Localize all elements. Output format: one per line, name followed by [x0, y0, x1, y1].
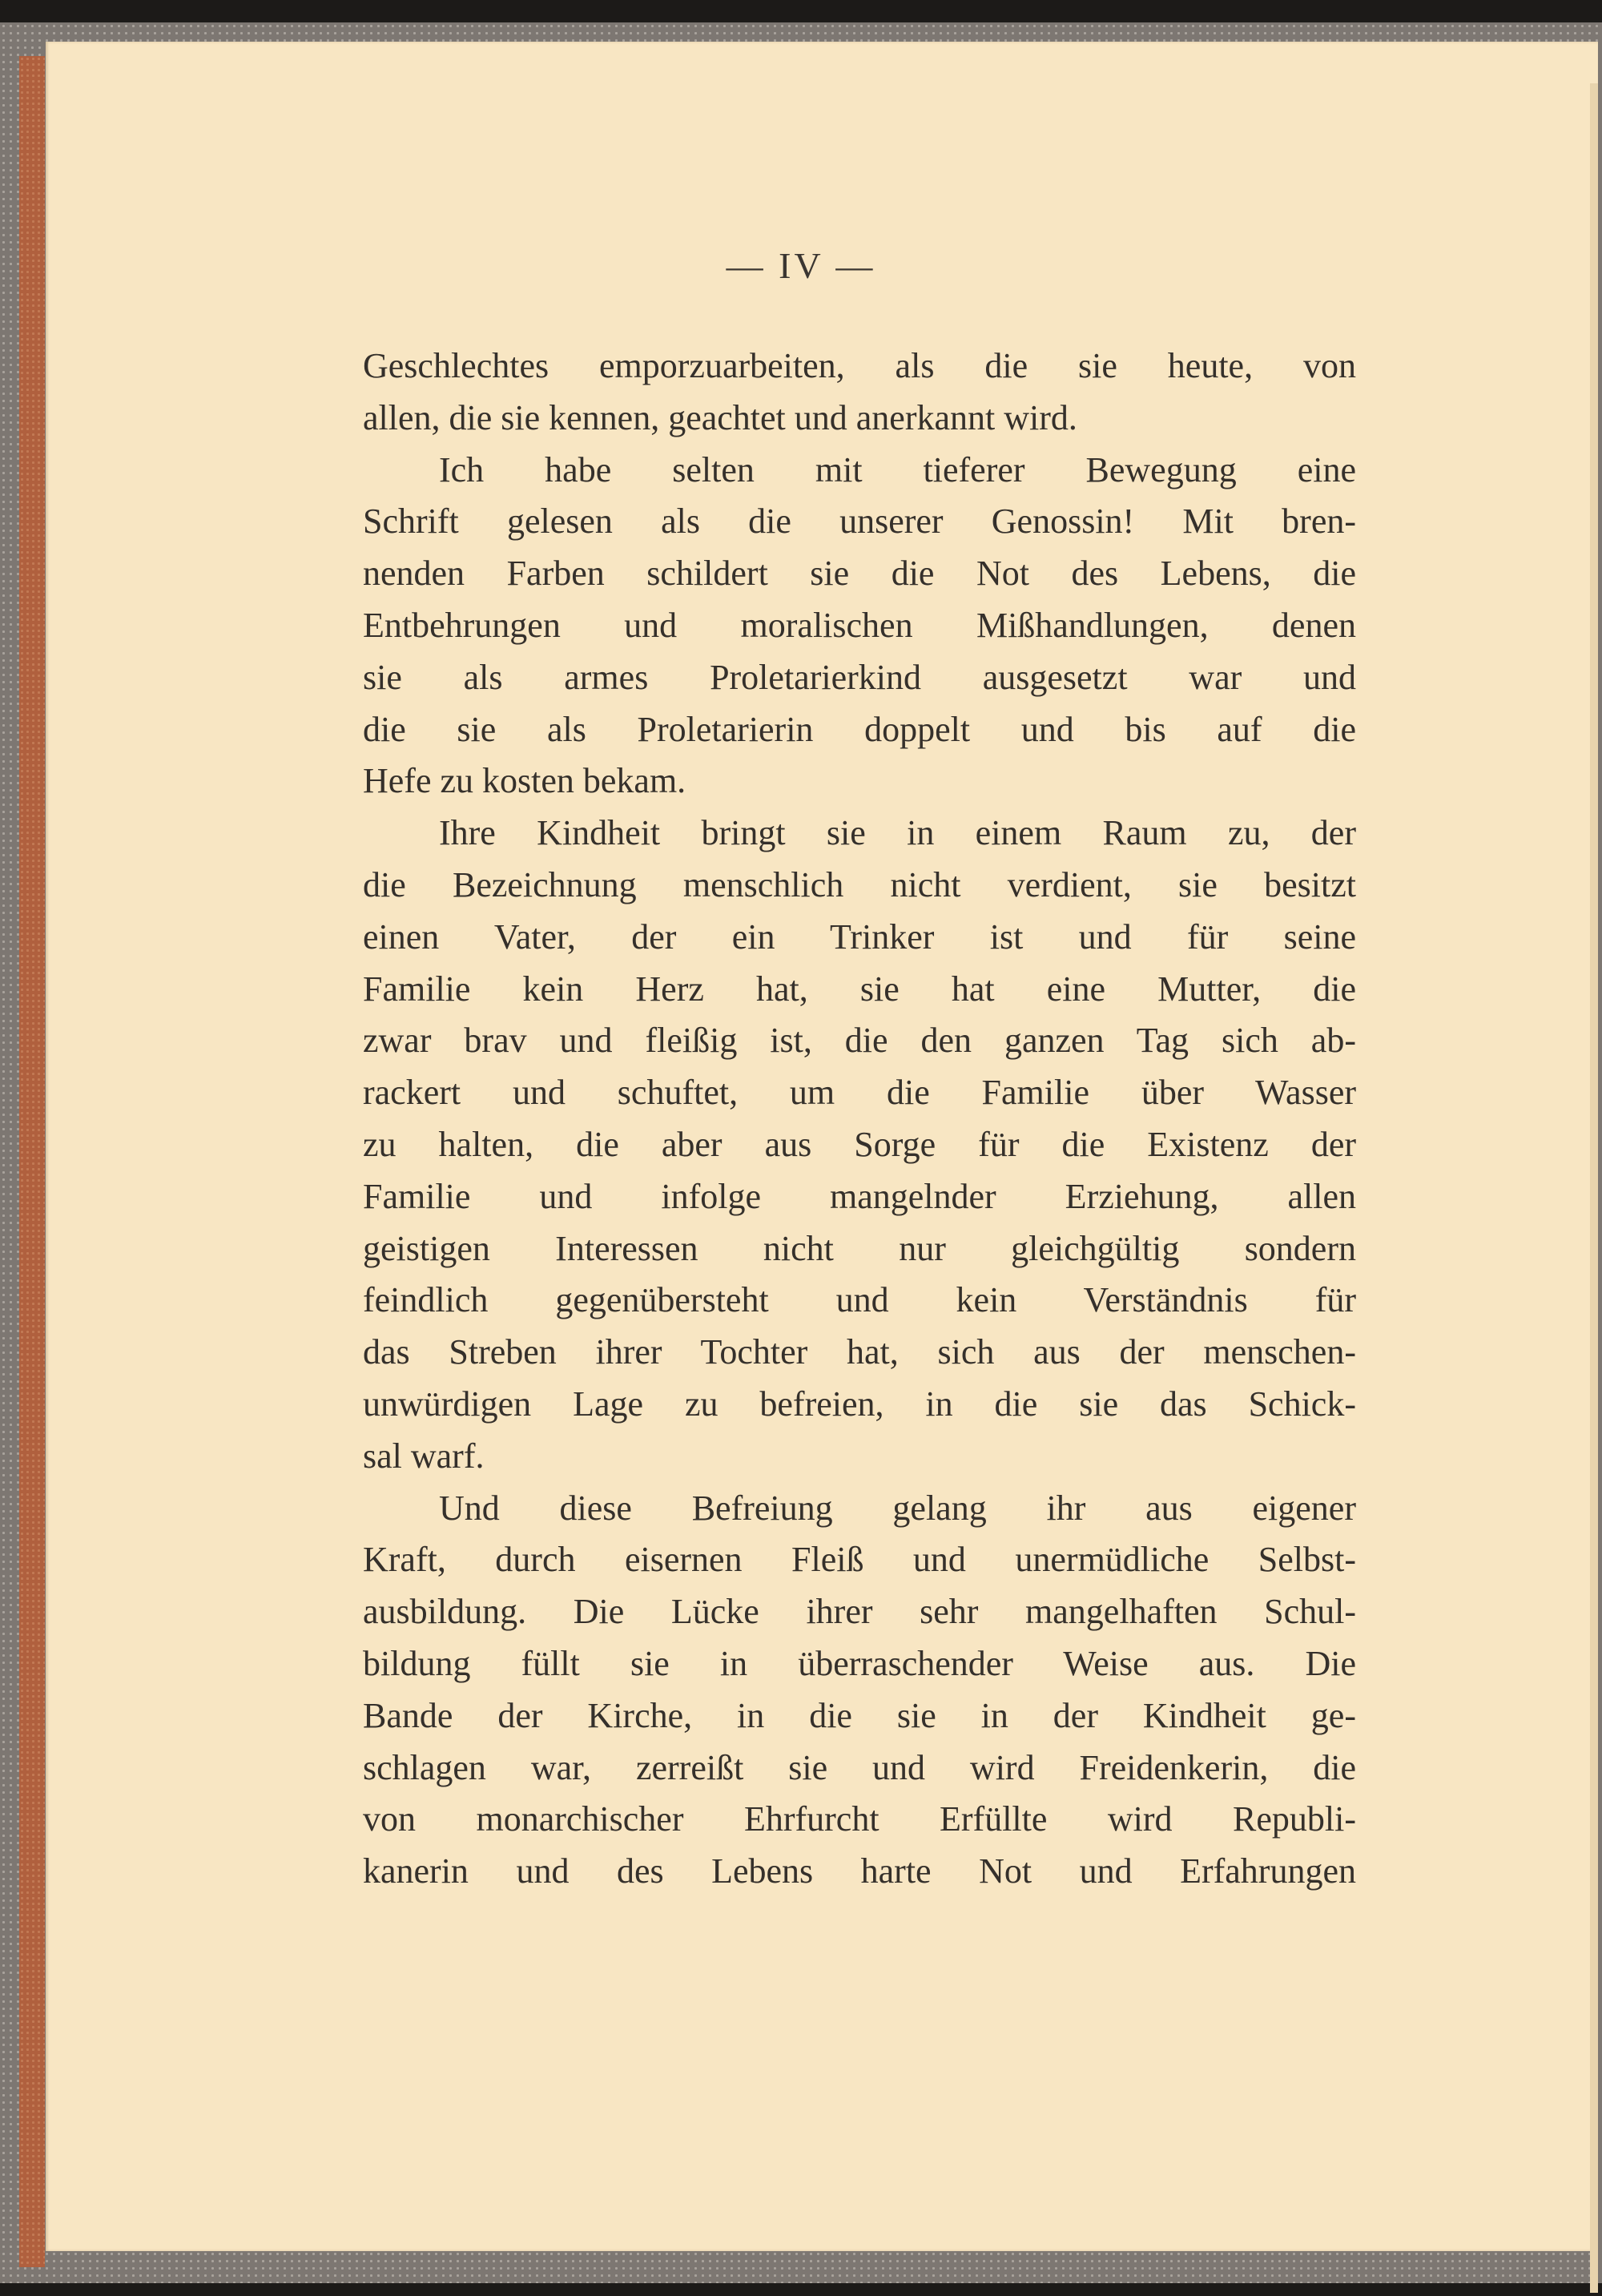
text-line: Schrift gelesen als die unserer Genossin! Mit bren- — [363, 501, 1356, 542]
text-line: sal warf. — [363, 1436, 485, 1476]
text-line: schlagen war, zerreißt sie und wird Freidenkerin, die — [363, 1747, 1356, 1787]
text-line: Entbehrungen und moralischen Mißhandlungen, denen — [363, 605, 1356, 645]
text-line: Geschlechtes emporzuarbeiten, als die sie heute, von — [363, 346, 1356, 385]
text-line: zu halten, die aber aus Sorge für die Existenz der — [363, 1124, 1356, 1164]
text-line: das Streben ihrer Tochter hat, sich aus der menschen- — [363, 1332, 1356, 1372]
text-line: geistigen Interessen nicht nur gleichgültig sondern — [363, 1228, 1356, 1268]
text-line: Familie und infolge mangelnder Erziehung, allen — [363, 1176, 1356, 1216]
text-line: Und diese Befreiung gelang ihr aus eigener — [439, 1488, 1356, 1528]
text-line: die sie als Proletarierin doppelt und bis auf die — [363, 709, 1356, 749]
text-line: bildung füllt sie in überraschender Weise aus. Die — [363, 1643, 1356, 1683]
text-line: rackert und schuftet, um die Familie über Wasser — [363, 1073, 1356, 1113]
text-line: nenden Farben schildert sie die Not des Lebens, die — [363, 554, 1356, 594]
text-line: sie als armes Proletarierkind ausgesetzt war und — [363, 657, 1356, 697]
text-line: Bande der Kirche, in die sie in der Kindheit ge- — [363, 1695, 1356, 1735]
text-line: unwürdigen Lage zu befreien, in die sie das Schick- — [363, 1384, 1356, 1424]
text-line: Familie kein Herz hat, sie hat eine Mutter, die — [363, 969, 1356, 1009]
text-line: einen Vater, der ein Trinker ist und für seine — [363, 916, 1356, 957]
body-text — [363, 340, 1356, 1898]
text-line: allen, die sie kennen, geachtet und anerkannt wird. — [363, 397, 1077, 437]
text-line: kanerin und des Lebens harte Not und Erfahrungen — [363, 1851, 1356, 1891]
text-line: zwar brav und fleißig ist, die den ganzen Tag sich ab- — [363, 1021, 1356, 1061]
text-line: die Bezeichnung menschlich nicht verdient, sie besitzt — [363, 864, 1356, 904]
text-line: von monarchischer Ehrfurcht Erfüllte wird Republi- — [363, 1799, 1356, 1839]
text-line: ausbildung. Die Lücke ihrer sehr mangelhaften Schul- — [363, 1592, 1356, 1632]
text-line: Ich habe selten mit tieferer Bewegung eine — [439, 449, 1356, 489]
page-number: — IV — — [726, 245, 876, 286]
text-line: Hefe zu kosten bekam. — [363, 761, 686, 801]
page-edge — [1590, 83, 1598, 2293]
text-line: feindlich gegenübersteht und kein Verständnis für — [363, 1280, 1356, 1320]
book-spine-edge — [19, 56, 45, 2267]
text-line: Kraft, durch eisernen Fleiß und unermüdliche Selbst- — [363, 1540, 1356, 1580]
text-line: Ihre Kindheit bringt sie in einem Raum zu, der — [439, 813, 1356, 853]
